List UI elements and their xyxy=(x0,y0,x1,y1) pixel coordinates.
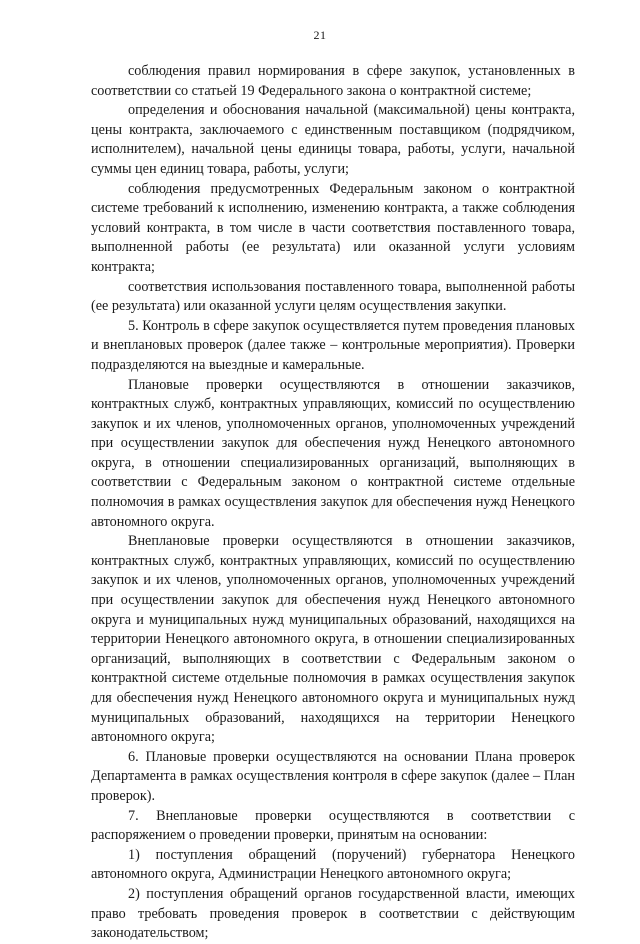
document-body xyxy=(91,62,575,944)
paragraph-item-6: 6. Плановые проверки осуществляются на основании Плана проверок Департамента в рамках осуществления контроля в сфере закупок (далее – План проверок). xyxy=(91,748,575,804)
paragraph-subitem-2: 2) поступления обращений органов государственной власти, имеющих право требовать проведения проверок в соответствии с действующим законодательством; xyxy=(91,885,575,942)
paragraph-planned-inspections: Плановые проверки осуществляются в отношении заказчиков, контрактных служб, контрактных управляющих, комиссий по осуществлению закупок и их членов, уполномоченных органов, уполномоченных учреждений при осуществлении закупок для обеспечения нужд Ненецкого автономного округа, в отношении специализированных организаций, выполняющих в соответствии с Федеральным законом о контрактной системе отдельные полномочия в рамках осуществления закупок для обеспечения нужд Ненецкого автономного округа. xyxy=(91,376,575,530)
paragraph-item-5: 5. Контроль в сфере закупок осуществляется путем проведения плановых и внеплановых проверок (далее также – контрольные мероприятия). Проверки подразделяются на выездные и камеральные. xyxy=(91,317,575,373)
paragraph-normative-rules: соблюдения правил нормирования в сфере закупок, установленных в соответствии со статьей 19 Федерального закона о контрактной системе; xyxy=(91,63,575,99)
paragraph-contract-requirements: соблюдения предусмотренных Федеральным законом о контрактной системе требований к исполнению, изменению контракта, а также соблюдения условий контракта, в том числе в части соответствия поставленного товара, выполненной работы (ее результата) или оказанной услуги условиям контракта; xyxy=(91,180,575,275)
paragraph-usage-compliance: соответствия использования поставленного товара, выполненной работы (ее результата) или оказанной услуги целям осуществления закупки. xyxy=(91,278,575,315)
paragraph-subitem-1: 1) поступления обращений (поручений) губернатора Ненецкого автономного округа, Администрации Ненецкого автономного округа; xyxy=(91,846,575,883)
paragraph-price-determination: определения и обоснования начальной (максимальной) цены контракта, цены контракта, заключаемого с единственным поставщиком (подрядчиком, исполнителем), начальной цены единицы товара, работы, услуги, начальной суммы цен единиц товара, работы, услуги; xyxy=(91,102,575,177)
paragraph-unplanned-inspections: Внеплановые проверки осуществляются в отношении заказчиков, контрактных служб, контрактных управляющих, комиссий по осуществлению закупок и их членов, уполномоченных органов, уполномоченных учреждений при осуществлении закупок для обеспечения нужд Ненецкого автономного округа и муниципальных нужд муниципальных образований, находящихся на территории Ненецкого автономного округа, в отношении специализированных организаций, выполняющих в соответствии с Федеральным законом о контрактной системе отдельные полномочия в рамках осуществления закупок для обеспечения нужд Ненецкого автономного округа и муниципальных нужд муниципальных образований, находящихся на территории Ненецкого автономного округа; xyxy=(91,533,575,746)
page-number: 21 xyxy=(313,28,327,42)
paragraph-item-7: 7. Внеплановые проверки осуществляются в соответствии с распоряжением о проведении проверки, принятым на основании: xyxy=(91,807,575,844)
